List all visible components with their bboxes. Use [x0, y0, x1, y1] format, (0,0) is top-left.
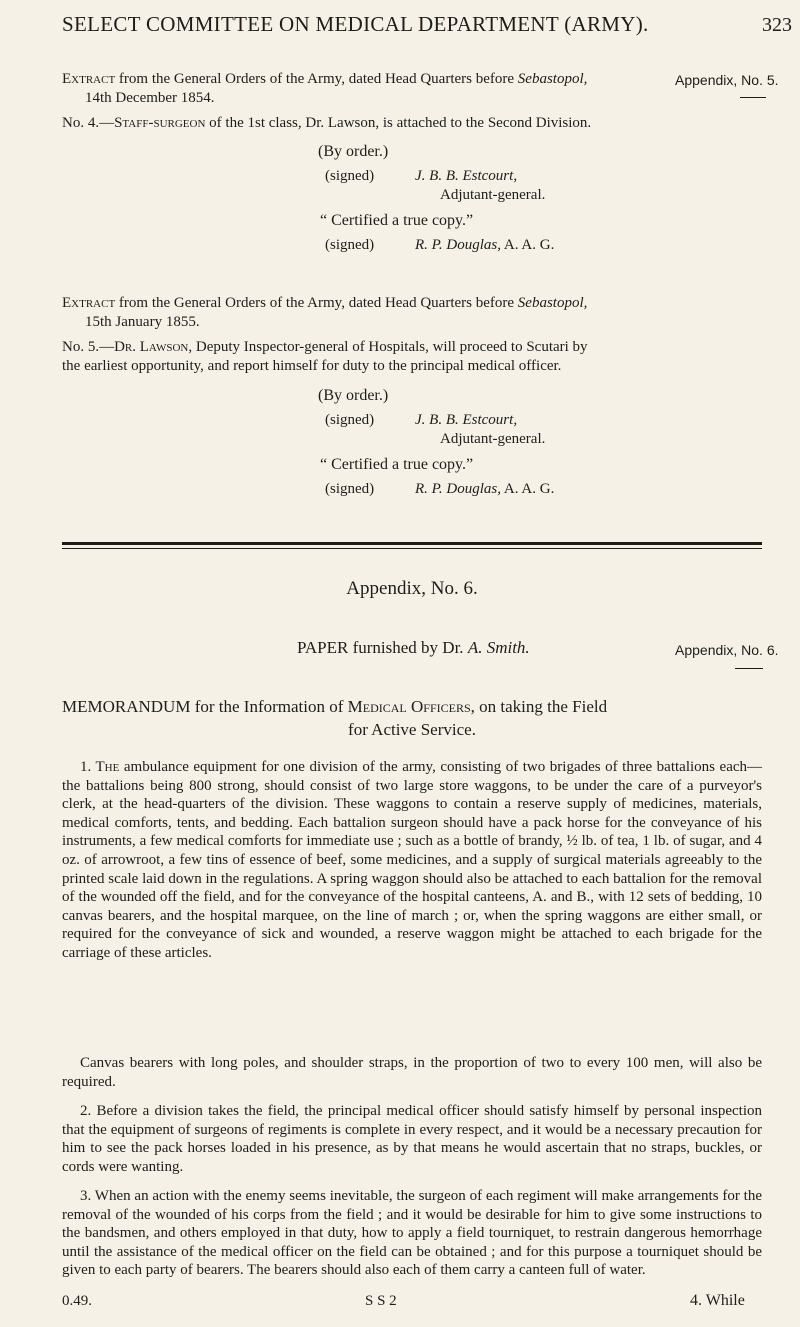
appendix6-margin-note: Appendix, No. 6. — [675, 642, 779, 658]
extract2-signed-title: Adjutant-general. — [440, 431, 546, 447]
extract2-order-lead: —Dr. Lawson, — [99, 339, 193, 355]
paragraph-2 — [62, 1102, 762, 1176]
extract2-order-text1: Deputy Inspector-general of Hospitals, will proceed to Scutari by — [195, 339, 588, 355]
extract1-intro — [62, 70, 587, 89]
extract2-signed2-name: R. P. Douglas, — [415, 481, 501, 497]
page-number: 323 — [762, 14, 792, 36]
extract1-place: Sebastopol, — [517, 71, 588, 87]
section-divider-thin — [62, 548, 762, 549]
extract1-order-text: of the 1st class, Dr. Lawson, is attached to the Second Division. — [209, 115, 592, 131]
paragraph-2-text: 2. Before a division takes the field, the principal medical officer should satisfy himself by personal inspection that the equipment of surgeons of regiments is complete in every respect, and it would be a necessary precaution for him to see the pack horses loaded in his presence, as by that means he would ascertain that no straps, buckles, or cords were wanting. — [62, 1103, 762, 1175]
extract1-certified: “ Certified a true copy.” — [320, 212, 474, 229]
extract2-signed-label: (signed) — [325, 412, 375, 428]
extract1-order-no: No. 4. — [62, 115, 100, 131]
paragraph-1 — [62, 758, 762, 963]
section-divider-thick — [62, 542, 762, 545]
extract2-order-text2: the earliest opportunity, and report himself for duty to the principal medical officer. — [62, 358, 562, 374]
extract2-signed2-label: (signed) — [325, 481, 375, 497]
extract2-intro — [62, 294, 587, 313]
paper-author: A. Smith. — [467, 638, 530, 657]
extract2-lead: Extract — [62, 295, 116, 311]
extract2-by-order: (By order.) — [318, 387, 389, 404]
extract2-place: Sebastopol, — [517, 295, 588, 311]
extract2-order-no: No. 5. — [62, 339, 100, 355]
paragraph-1-text: ambulance equipment for one division of the army, consisting of two brigades of three battalions each—the battalions being 800 strong, should consist of two large store waggons, to be under the care of a purveyor's clerk, at the head-quarters of the division. These waggons to contain a reserve supply of medicines, materials, medical comforts, tents, and bedding. Each battalion surgeon should have a pack horse for the conveyance of his instruments, a few medical comforts for immediate use ; such as a bottle of brandy, ½ lb. of tea, 1 lb. of sugar, and 4 oz. of arrowroot, a few tins of essence of beef, some medicines, and a supply of surgical materials agreeably to the printed scale laid down in the regulations. A spring waggon should also be attached to each battalion for the removal of the wounded off the field, and for the conveyance of the hospital canteens, A. and B., with 12 sets of bedding, 10 canvas bearers, and the hospital marquee, on the line of march ; or, when the spring waggons are either small, or required for the conveyance of sick and wounded, a reserve waggon might be attached to each brigade for the carriage of these articles. — [62, 759, 763, 961]
extract1-signed2 — [415, 236, 554, 255]
extract1-signed-title: Adjutant-general. — [440, 187, 546, 203]
margin-dash-2 — [735, 668, 763, 669]
appendix6-heading: Appendix, No. 6. — [346, 578, 478, 599]
extract1-signed2-label: (signed) — [325, 237, 375, 253]
extract2-date: 15th January 1855. — [85, 314, 200, 330]
extract2-signed2 — [415, 480, 554, 499]
memo-title-b: on taking the Field — [479, 697, 608, 716]
extract1-signed2-title: A. A. G. — [503, 237, 555, 253]
extract2-signed-name: J. B. B. Estcourt, — [415, 412, 518, 428]
margin-dash-1 — [740, 97, 766, 98]
footer-left: 0.49. — [62, 1293, 92, 1309]
extract1-lead: Extract — [62, 71, 116, 87]
running-header: SELECT COMMITTEE ON MEDICAL DEPARTMENT (ARMY). — [62, 12, 649, 36]
extract2-certified: “ Certified a true copy.” — [320, 456, 474, 473]
extract1-date: 14th December 1854. — [85, 90, 215, 106]
extract2-signed2-title: A. A. G. — [503, 481, 555, 497]
memo-title-line1 — [62, 697, 607, 717]
extract1-signed2-name: R. P. Douglas, — [415, 237, 501, 253]
extract1-order-lead: —Staff-surgeon — [99, 115, 206, 131]
extract2-text: from the General Orders of the Army, dated Head Quarters before — [118, 295, 515, 311]
extract1-signed-label: (signed) — [325, 168, 375, 184]
extract1-order — [62, 114, 591, 133]
extract1-text: from the General Orders of the Army, dated Head Quarters before — [118, 71, 515, 87]
extract1-by-order: (By order.) — [318, 143, 389, 160]
paragraph-3-text: 3. When an action with the enemy seems inevitable, the surgeon of each regiment will make arrangements for the removal of the wounded of his corps from the field ; and it would be desirable for him to give some instructions to the bandsmen, and others employed in that duty, how to apply a field tourniquet, to restrain dangerous hemorrhage until the assistance of the medical officer on the field can be obtained ; and for this purpose a tourniquet should be given to each party of bearers. The bearers should also each of them carry a canteen full of water. — [62, 1188, 762, 1279]
footer-signature: S S 2 — [365, 1293, 397, 1309]
paper-line — [297, 638, 530, 658]
extract2-order-line1 — [62, 338, 588, 357]
footer-catchword: 4. While — [690, 1292, 745, 1309]
memo-title-a: MEMORANDUM for the Information of — [62, 697, 344, 716]
extract1-signed-name: J. B. B. Estcourt, — [415, 168, 518, 184]
paragraph-1b-text: Canvas bearers with long poles, and shoulder straps, in the proportion of two to every 100 men, will also be required. — [62, 1055, 762, 1090]
paragraph-3 — [62, 1187, 762, 1280]
memo-title-line2: for Active Service. — [348, 720, 476, 739]
paper-text: PAPER furnished by Dr. — [297, 638, 464, 657]
extract1-margin-note: Appendix, No. 5. — [675, 72, 779, 88]
memo-title-sc: Medical Officers, — [347, 697, 475, 716]
paragraph-1b — [62, 1054, 762, 1091]
paragraph-1-lead: 1. The — [80, 759, 120, 775]
